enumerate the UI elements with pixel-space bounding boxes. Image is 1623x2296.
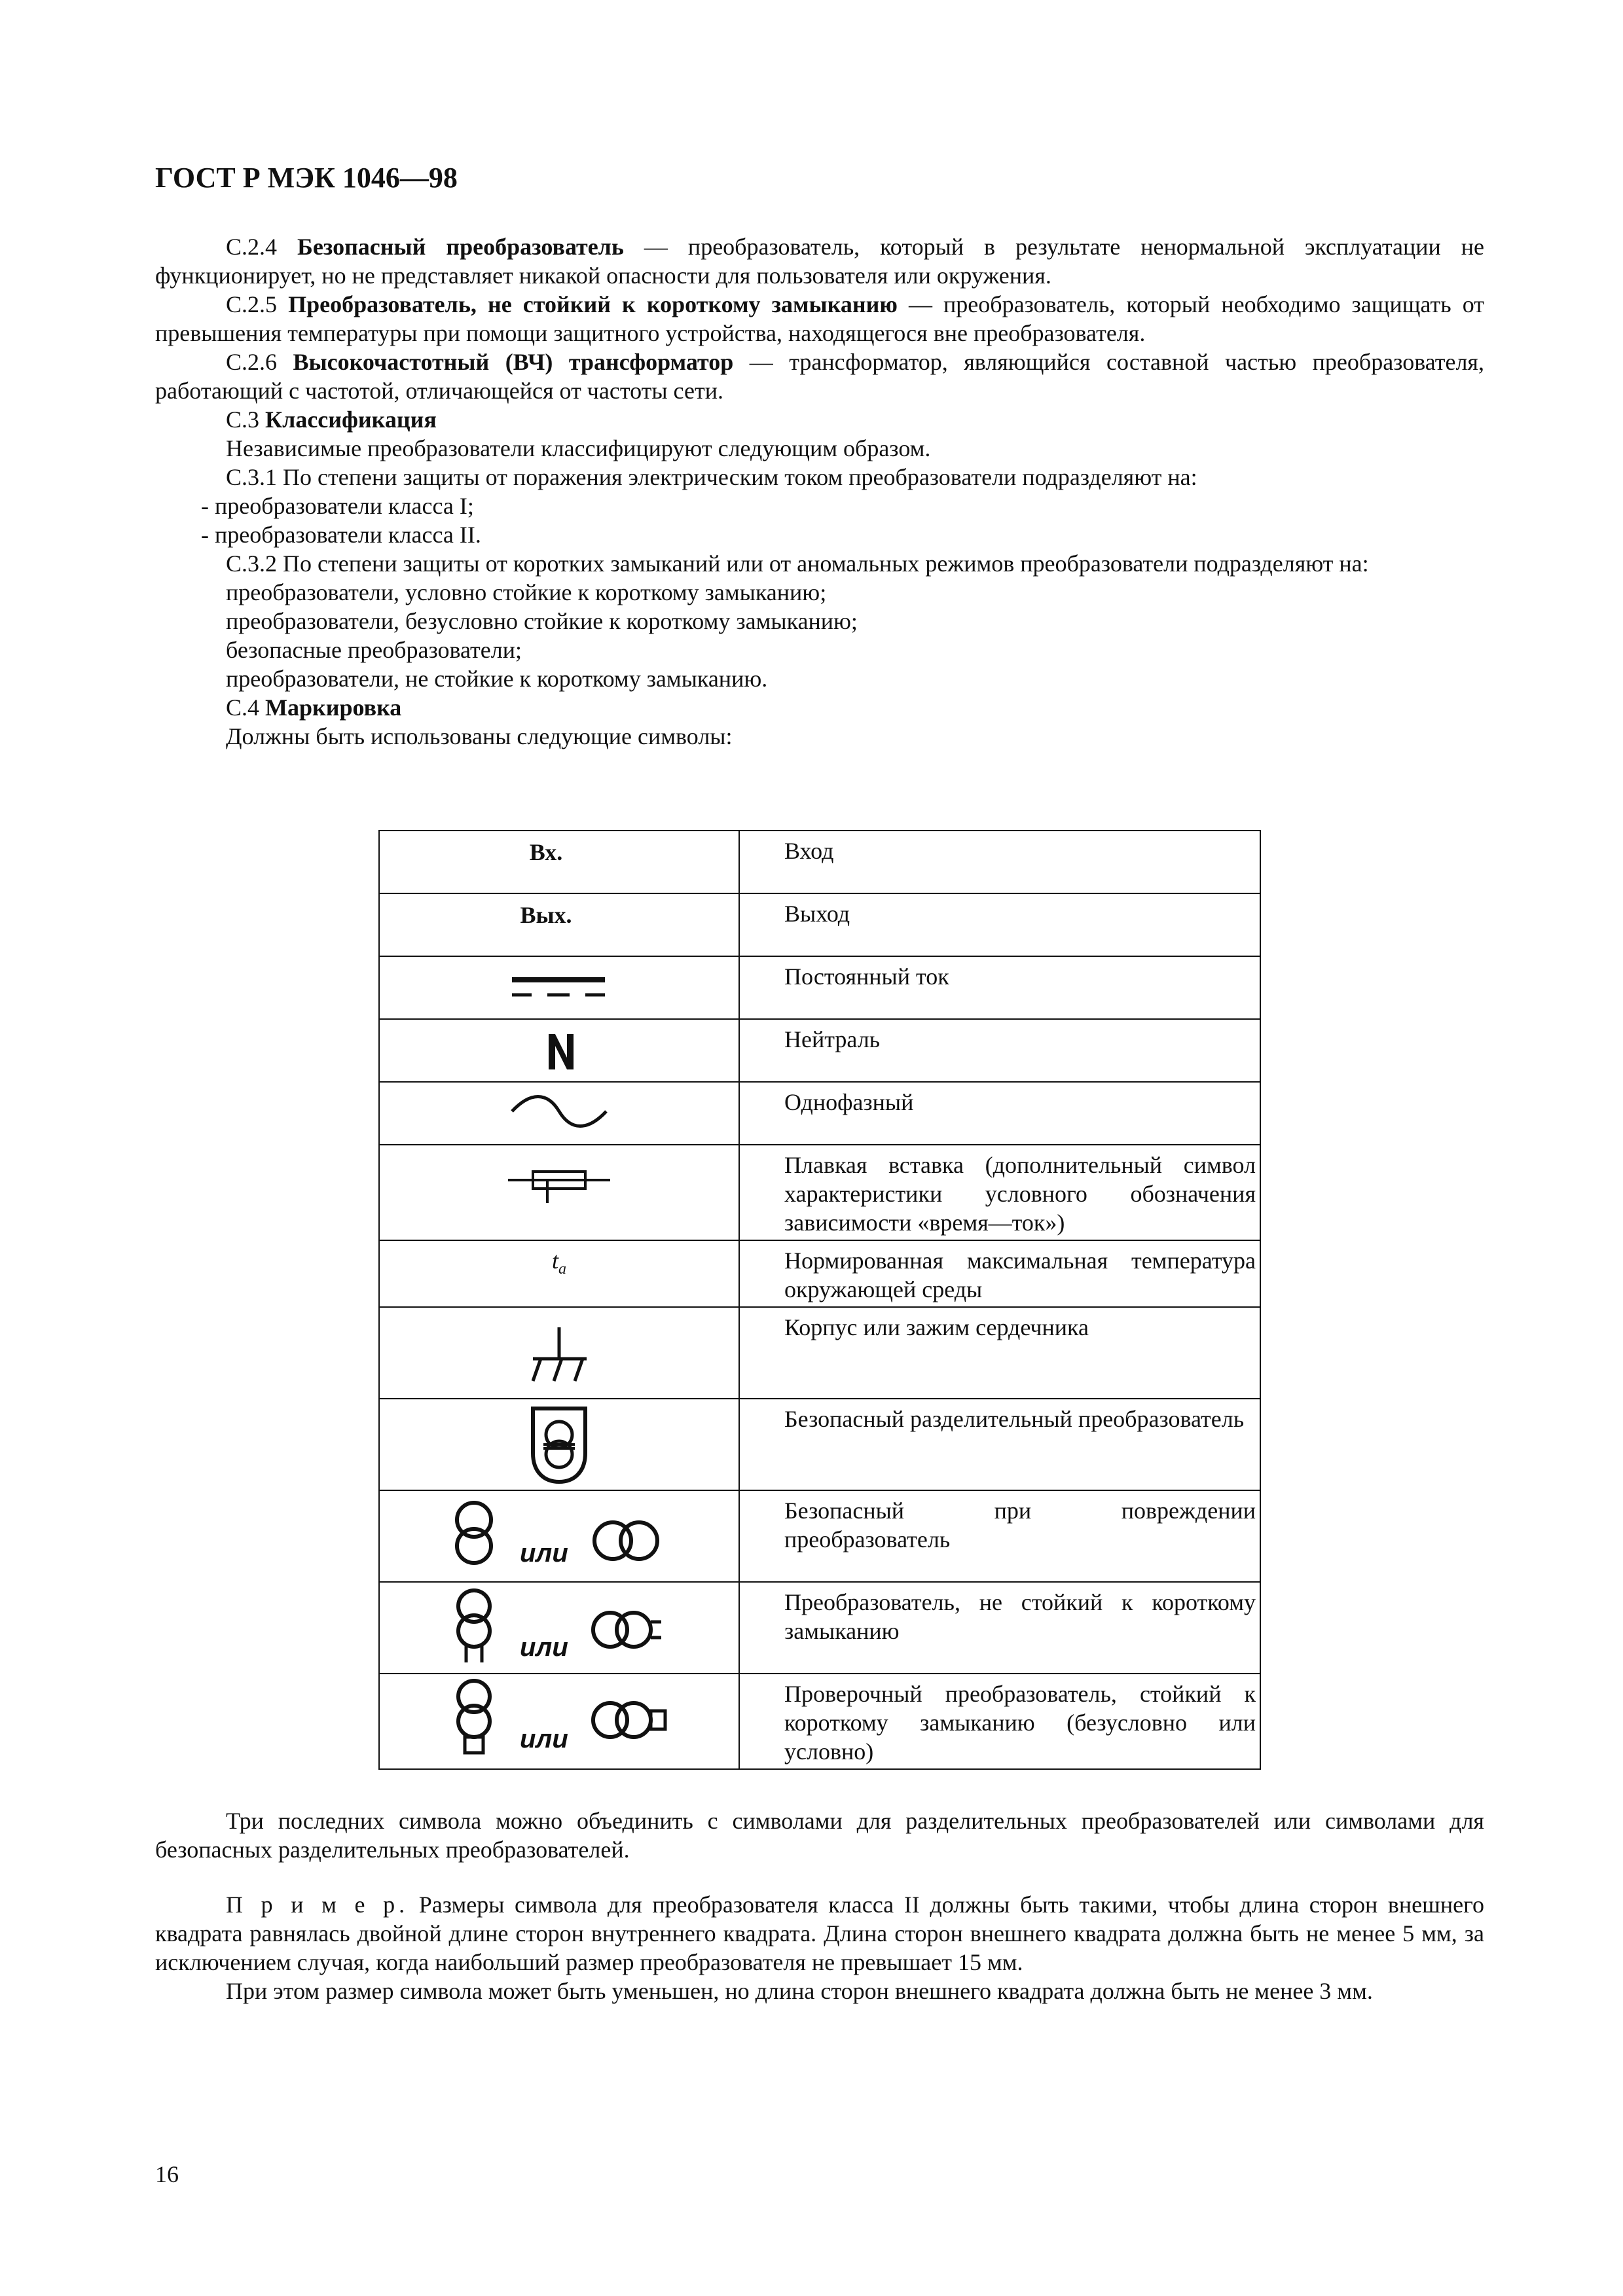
- symbol-cell: [379, 1582, 739, 1674]
- definition: — трансформатор, являющийся составной частью преобразователя, работающий с частотой, отличающейся от частоты сети.: [155, 349, 1484, 404]
- safety-isolating-transformer-icon: [513, 1399, 605, 1487]
- symbol-cell: [379, 1307, 739, 1399]
- section-c4-intro: Должны быть использованы следующие символы:: [226, 723, 733, 749]
- section-c4-heading: [155, 693, 1484, 722]
- table-row: [379, 831, 1260, 893]
- document-page: [155, 0, 1484, 2296]
- description-cell: Преобразователь, не стойкий к короткому замыканию: [739, 1582, 1260, 1674]
- clause-c31: С.3.1 По степени защиты от поражения электрическим током преобразователи подразделяют на:: [226, 464, 1197, 490]
- neutral-n-icon: [520, 1020, 598, 1079]
- symbol-cell: [379, 956, 739, 1019]
- list-item: преобразователи, безусловно стойкие к короткому замыканию;: [226, 608, 858, 634]
- or-word: или: [520, 1633, 568, 1662]
- short-circuit-proof-icon: [435, 1674, 684, 1762]
- section-number: С.4: [226, 694, 260, 721]
- term: Высокочастотный (ВЧ) трансформатор: [293, 349, 734, 375]
- ta-sub: a: [558, 1261, 566, 1278]
- section-c3-heading: [155, 405, 1484, 434]
- description-cell: Нормированная максимальная температура окружающей среды: [739, 1240, 1260, 1307]
- example-text: Размеры символа для преобразователя класса II должны быть такими, чтобы длина сторон внешнего квадрата равнялась двойной длине сторон внутреннего квадрата. Длина сторон внешнего квадрата должна быть не менее 5 мм, за исключением случая, когда наибольший размер преобразователя не превышает 15 мм.: [155, 1892, 1484, 1975]
- sine-wave-icon: [500, 1083, 618, 1141]
- symbol-cell: [379, 831, 739, 893]
- frame-terminal-icon: [513, 1308, 605, 1393]
- description-cell: Выход: [739, 893, 1260, 956]
- symbol-cell: [379, 1082, 739, 1145]
- description-cell: Однофазный: [739, 1082, 1260, 1145]
- table-row: [379, 1490, 1260, 1582]
- symbol-cell: [379, 1674, 739, 1769]
- symbol-cell: [379, 1490, 739, 1582]
- section-c3-intro: Независимые преобразователи классифицируют следующим образом.: [226, 435, 931, 461]
- symbol-cell: [379, 1399, 739, 1490]
- description-cell: Постоянный ток: [739, 956, 1260, 1019]
- table-row: [379, 1240, 1260, 1307]
- input-abbr: Вх.: [529, 839, 563, 865]
- clause-c32: С.3.2 По степени защиты от коротких замыканий или от аномальных режимов преобразователи подразделяют на:: [226, 550, 1369, 577]
- symbol-cell: [379, 1019, 739, 1082]
- after-table-text: [155, 1806, 1484, 2005]
- page-number: 16: [155, 2161, 179, 2187]
- description-cell: Корпус или зажим сердечника: [739, 1307, 1260, 1399]
- example-note: [155, 1890, 1484, 1977]
- size-note: При этом размер символа может быть уменьшен, но длина сторон внешнего квадрата должна быть не менее 3 мм.: [226, 1978, 1373, 2004]
- description-cell: Нейтраль: [739, 1019, 1260, 1082]
- table-row: [379, 1674, 1260, 1769]
- table-row: [379, 1019, 1260, 1082]
- clause-c25: [155, 290, 1484, 348]
- section-number: С.3: [226, 406, 260, 433]
- symbol-cell: [379, 1240, 739, 1307]
- fail-safe-transformer-icon: [435, 1491, 684, 1579]
- list-item: преобразователи, условно стойкие к короткому замыканию;: [226, 579, 827, 605]
- clause-number: С.2.6: [226, 349, 278, 375]
- symbol-cell: [379, 1145, 739, 1240]
- body-text: [155, 232, 1484, 751]
- term: Безопасный преобразователь: [297, 234, 624, 260]
- non-short-circuit-proof-icon: [435, 1583, 684, 1670]
- list-item: - преобразователи класса II.: [201, 522, 481, 548]
- table-row: [379, 893, 1260, 956]
- fuse-icon: [500, 1145, 618, 1211]
- description-cell: Плавкая вставка (дополнительный символ характеристики условного обозначения зависимости «время—ток»): [739, 1145, 1260, 1240]
- ambient-temperature-symbol: [380, 1241, 739, 1283]
- description-cell: Вход: [739, 831, 1260, 893]
- table-row: [379, 1582, 1260, 1674]
- or-word: или: [520, 1539, 568, 1568]
- table-row: [379, 1082, 1260, 1145]
- document-header: ГОСТ Р МЭК 1046—98: [155, 162, 458, 194]
- definition: — преобразователь, который необходимо защищать от превышения температуры при помощи защитного устройства, находящегося вне преобразователя.: [155, 291, 1485, 346]
- list-item: преобразователи, не стойкие к короткому замыканию.: [226, 666, 768, 692]
- table-row: [379, 1307, 1260, 1399]
- description-cell: Безопасный при повреждении преобразователь: [739, 1490, 1260, 1582]
- list-item: - преобразователи класса I;: [201, 493, 474, 519]
- table-row: [379, 956, 1260, 1019]
- clause-number: С.2.4: [226, 234, 278, 260]
- ta-main: t: [551, 1247, 558, 1274]
- definition: — преобразователь, который в результате ненормальной эксплуатации не функционирует, но не представляет никакой опасности для пользователя или окружения.: [155, 234, 1485, 289]
- symbol-cell: [379, 893, 739, 956]
- example-label: П р и м е р.: [226, 1892, 409, 1918]
- term: Преобразователь, не стойкий к короткому замыканию: [288, 291, 898, 317]
- symbols-table: [378, 830, 1261, 1770]
- or-word: или: [520, 1725, 568, 1753]
- section-title: Маркировка: [265, 694, 402, 721]
- section-title: Классификация: [265, 406, 437, 433]
- list-item: безопасные преобразователи;: [226, 637, 522, 663]
- combination-note: Три последних символа можно объединить с символами для разделительных преобразователей или символами для безопасных разделительных преобразователей.: [155, 1808, 1484, 1863]
- description-cell: Проверочный преобразователь, стойкий к короткому замыканию (безусловно или условно): [739, 1674, 1260, 1769]
- description-cell: Безопасный разделительный преобразователь: [739, 1399, 1260, 1490]
- clause-c26: [155, 348, 1484, 405]
- clause-c24: [155, 232, 1484, 290]
- dc-symbol-icon: [507, 957, 611, 1016]
- clause-number: С.2.5: [226, 291, 278, 317]
- table-row: [379, 1145, 1260, 1240]
- table-row: [379, 1399, 1260, 1490]
- output-abbr: Вых.: [520, 902, 572, 928]
